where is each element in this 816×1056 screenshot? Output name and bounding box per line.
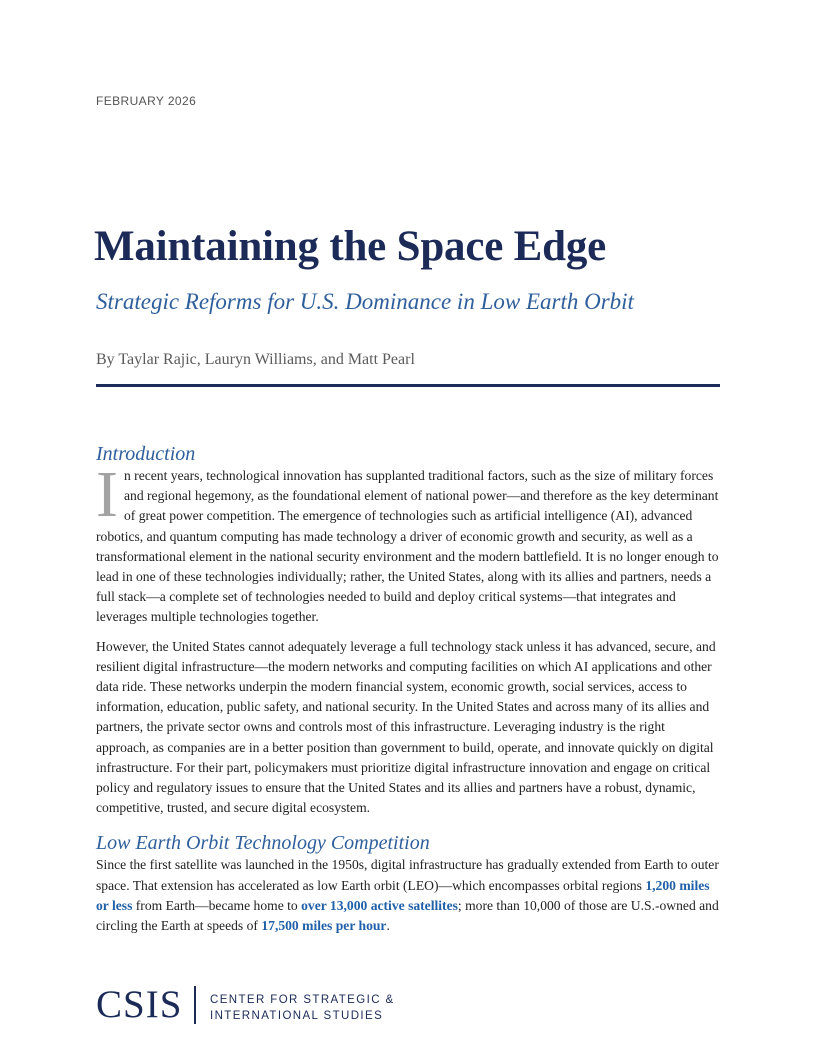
report-subtitle: Strategic Reforms for U.S. Dominance in Low Earth Orbit (96, 289, 634, 314)
leo-text-4: . (386, 918, 390, 934)
leo-paragraph-1 (96, 855, 720, 936)
drop-cap: I (96, 458, 118, 531)
leo-text-3: ; more than 10,000 of those are U.S.-owned and circling the Earth at speeds of (96, 897, 719, 934)
report-title: Maintaining the Space Edge (94, 223, 607, 270)
organization-name-line-1: CENTER FOR STRATEGIC & (210, 994, 395, 1006)
author-byline: By Taylar Rajic, Lauryn Williams, and Matt Pearl (96, 351, 415, 368)
csis-logo: CSIS (96, 983, 183, 1026)
link-orbital-speed[interactable]: 17,500 miles per hour (261, 918, 387, 934)
footer-logo-divider (194, 986, 196, 1024)
title-divider (96, 384, 720, 387)
link-active-satellites[interactable]: over 13,000 active satellites (301, 897, 458, 913)
intro-paragraph-1-text: n recent years, technological innovation has supplanted traditional factors, such as the size of military forces and regional hegemony, as the foundational element of national power—and therefore as the key determinant of great power competition. The emergence of technologies such as artificial intelligence (AI), advanced robotics, and quantum computing has made technology a driver of economic growth and security, as well as a transformational element in the national security environment and the modern battlefield. It is no longer enough to lead in one of these technologies individually; rather, the United States, along with its allies and partners, needs a full stack—a complete set of technologies needed to build and deploy critical systems—that integrates and leverages multiple technologies together. (96, 468, 719, 625)
organization-name-line-2: INTERNATIONAL STUDIES (210, 1010, 384, 1022)
report-body (96, 442, 720, 936)
section-heading-leo-competition: Low Earth Orbit Technology Competition (96, 832, 430, 855)
intro-paragraph-2: However, the United States cannot adequately leverage a full technology stack unless it has advanced, secure, and resilient digital infrastructure—the modern networks and computing facilities on which AI applications and other data ride. These networks underpin the modern financial system, economic growth, social services, access to information, education, public safety, and national security. In the United States and across many of its allies and partners, the private sector owns and controls most of this infrastructure. Leveraging industry is the right approach, as companies are in a better position than government to build, operate, and innovate quickly on digital infrastructure. For their part, policymakers must prioritize digital infrastructure innovation and engage on critical policy and regulatory issues to ensure that the United States and its allies and partners have a robust, dynamic, competitive, trusted, and secure digital ecosystem. (96, 638, 716, 816)
publication-date: FEBRUARY 2026 (96, 94, 197, 108)
intro-paragraph-1 (96, 458, 720, 628)
leo-text-1: Since the first satellite was launched in the 1950s, digital infrastructure has gradually extended from Earth to outer space. That extension has accelerated as low Earth orbit (LEO)—which encompasses orbital regions (96, 857, 719, 893)
organization-name (210, 992, 395, 1024)
link-1200-miles[interactable]: 1,200 miles or less (96, 877, 710, 913)
section-heading-introduction: Introduction (96, 443, 196, 465)
leo-text-2: from Earth—became home to (132, 897, 302, 913)
